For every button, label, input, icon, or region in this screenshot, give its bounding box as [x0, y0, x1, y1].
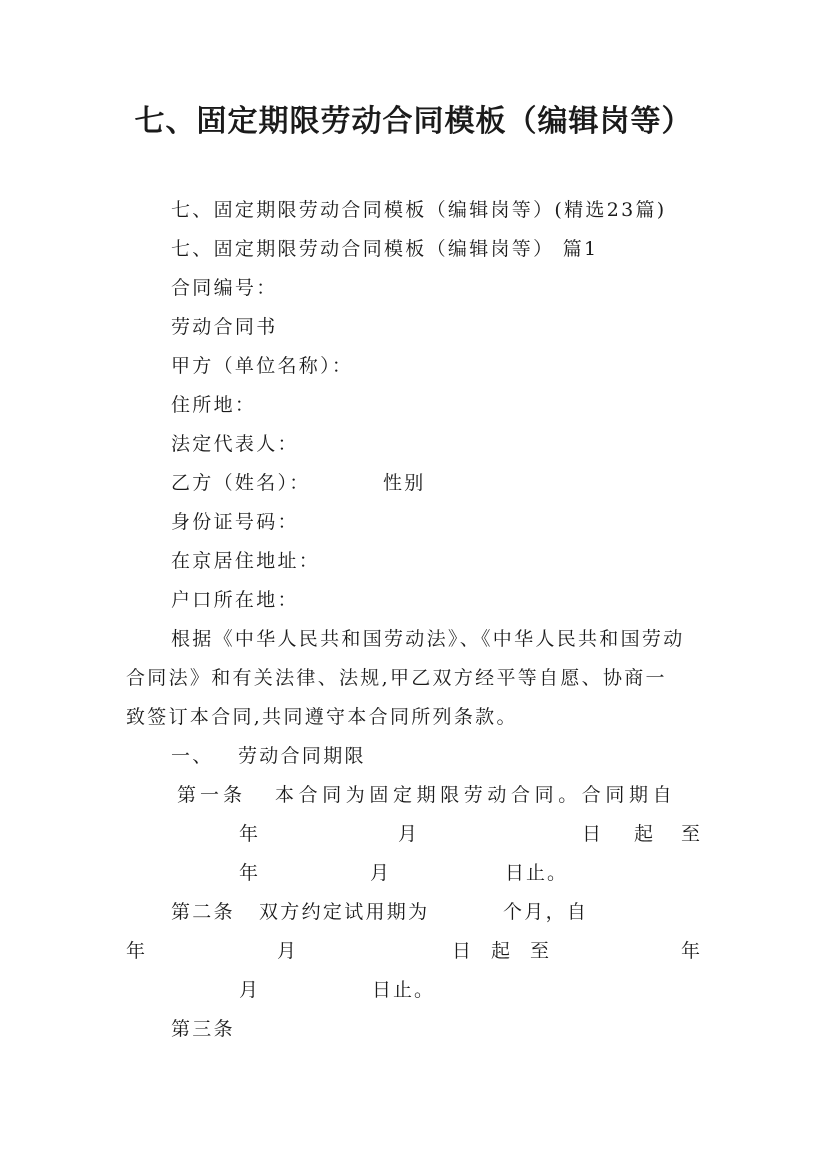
contract-number-field: 合同编号： — [171, 277, 278, 299]
hukou-field: 户口所在地： — [171, 589, 299, 611]
article-2-unit: 个月，自 — [503, 901, 589, 923]
contract-book-title: 劳动合同书 — [171, 316, 278, 338]
date-year: 年 — [681, 940, 701, 962]
chapter-title: 劳动合同期限 — [238, 745, 366, 767]
party-b-field: 乙方（姓名）： — [171, 472, 311, 494]
date-qi: 起 — [634, 823, 654, 845]
chapter-number: 一、 — [171, 745, 214, 767]
date-month: 月 — [239, 979, 259, 1001]
preamble-line: 合同法》和有关法律、法规,甲乙双方经平等自愿、协商一 — [126, 667, 667, 689]
date-zhi: 至 — [530, 940, 550, 962]
id-number-field: 身份证号码： — [171, 511, 299, 533]
gender-field: 性别 — [383, 472, 426, 494]
beijing-address-field: 在京居住地址： — [171, 550, 321, 572]
party-a-field: 甲方（单位名称）： — [171, 355, 354, 377]
article-3-label: 第三条 — [171, 1018, 235, 1040]
date-year: 年 — [239, 862, 259, 884]
address-field: 住所地： — [171, 394, 257, 416]
preamble-line: 根据《中华人民共和国劳动法》、《中华人民共和国劳动 — [171, 628, 685, 650]
article-2-label: 第二条 — [171, 901, 235, 923]
date-year: 年 — [239, 823, 259, 845]
date-end: 日止。 — [372, 979, 436, 1001]
date-month: 月 — [277, 940, 297, 962]
section-heading: 七、固定期限劳动合同模板（编辑岗等） 篇1 — [171, 238, 599, 260]
date-day: 日 — [582, 823, 602, 845]
date-month: 月 — [370, 862, 390, 884]
subtitle: 七、固定期限劳动合同模板（编辑岗等）(精选23篇) — [171, 199, 667, 221]
article-1-text: 本合同为固定期限劳动合同。合同期自 — [275, 784, 677, 806]
legal-representative-field: 法定代表人： — [171, 433, 299, 455]
article-1-label: 第一条 — [177, 784, 247, 806]
article-2-text: 双方约定试用期为 — [259, 901, 430, 923]
date-qi: 起 — [491, 940, 511, 962]
date-day: 日 — [452, 940, 472, 962]
date-month: 月 — [398, 823, 418, 845]
date-year: 年 — [126, 940, 146, 962]
preamble-line: 致签订本合同,共同遵守本合同所列条款。 — [126, 706, 518, 728]
date-zhi: 至 — [681, 823, 701, 845]
date-end: 日止。 — [505, 862, 569, 884]
document-title: 七、固定期限劳动合同模板（编辑岗等） — [134, 104, 693, 139]
